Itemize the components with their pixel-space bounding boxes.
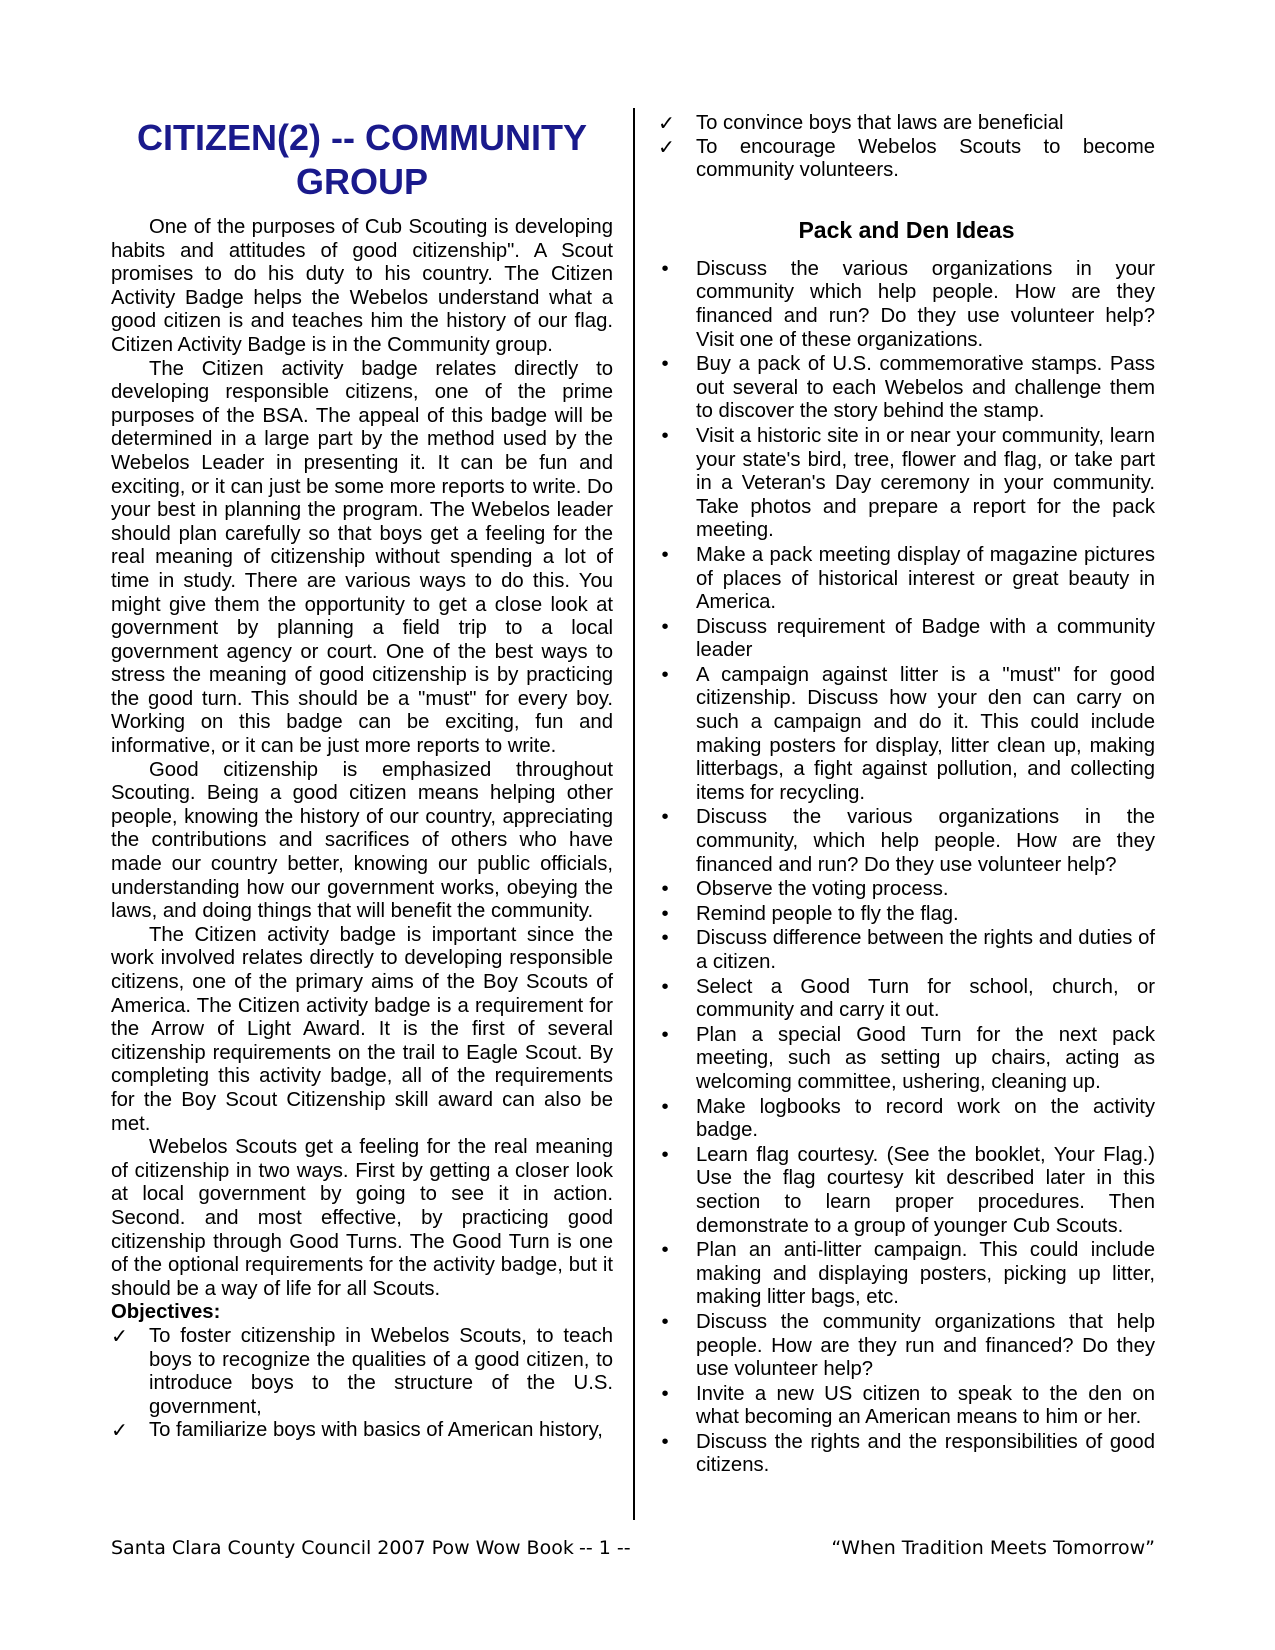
bullet-icon: •: [661, 1023, 669, 1046]
idea-text: Discuss difference between the rights and duties of a citizen.: [696, 927, 1155, 973]
idea-item: [658, 1239, 1155, 1310]
idea-text: Plan an anti-litter campaign. This could include making and displaying posters, picking up litter, making litter bags, etc.: [696, 1239, 1155, 1309]
objective-item: [111, 1419, 613, 1443]
objectives-list: [111, 1325, 613, 1443]
check-icon: ✓: [658, 111, 675, 135]
check-icon: ✓: [111, 1418, 128, 1443]
objective-text: To convince boys that laws are beneficial: [696, 112, 1064, 134]
page-title: CITIZEN(2) -- COMMUNITY GROUP: [137, 117, 587, 202]
idea-item: [658, 258, 1155, 352]
ideas-list: [658, 258, 1155, 1478]
bullet-icon: •: [661, 927, 669, 950]
idea-item: [658, 976, 1155, 1023]
bullet-icon: •: [661, 1095, 669, 1118]
objective-text: To encourage Webelos Scouts to become community volunteers.: [696, 135, 1155, 182]
objective-text: To familiarize boys with basics of American history,: [149, 1419, 603, 1442]
bullet-icon: •: [661, 975, 669, 998]
bullet-icon: •: [661, 663, 669, 686]
paragraph: Webelos Scouts get a feeling for the real meaning of citizenship in two ways. First by getting a closer look at local government by going to see it in action. Second. and most effective, by practicing good citizenship through Good Turns. The Good Turn is one of the optional requirements for the activity badge, but it should be a way of life for all Scouts.: [111, 1136, 613, 1300]
idea-item: [658, 1431, 1155, 1478]
bullet-icon: •: [661, 1143, 669, 1166]
idea-text: Discuss the community organizations that help people. How are they run and financed? Do they use volunteer help?: [696, 1310, 1155, 1381]
bullet-icon: •: [661, 1239, 669, 1262]
bullet-icon: •: [661, 353, 669, 376]
idea-item: [658, 1024, 1155, 1095]
idea-text: Plan a special Good Turn for the next pack meeting, such as setting up chairs, acting as welcoming committee, ushering, cleaning up.: [696, 1023, 1155, 1093]
bullet-icon: •: [661, 878, 669, 901]
bullet-icon: •: [661, 543, 669, 566]
idea-item: [658, 1144, 1155, 1238]
idea-item: [658, 1096, 1155, 1143]
idea-text: Observe the voting process.: [696, 878, 949, 901]
footer-source: Santa Clara County Council 2007 Pow Wow Book: [111, 1537, 574, 1559]
objectives-heading: Objectives:: [111, 1301, 221, 1324]
idea-item: [658, 1311, 1155, 1382]
idea-text: Buy a pack of U.S. commemorative stamps. Pass out several to each Webelos and challenge them to discover the story behind the stamp.: [696, 353, 1155, 423]
idea-text: A campaign against litter is a "must" for good citizenship. Discuss how your den can carry on such a campaign and do it. This could include making posters for display, litter clean up, making litterbags, a fight against pollution, and collecting items for recycling.: [696, 663, 1155, 804]
idea-text: Discuss requirement of Badge with a community leader: [696, 615, 1155, 662]
objective-item: [658, 112, 1155, 136]
idea-text: Make logbooks to record work on the activity badge.: [696, 1095, 1155, 1142]
bullet-icon: •: [661, 1382, 669, 1405]
idea-item: [658, 425, 1155, 543]
pack-den-ideas-heading: Pack and Den Ideas: [798, 216, 1015, 243]
page-number: -- 1 --: [579, 1537, 631, 1559]
right-column: [658, 112, 1155, 1479]
idea-item: [658, 1383, 1155, 1430]
bullet-icon: •: [661, 257, 669, 280]
idea-item: [658, 664, 1155, 806]
paragraph: The Citizen activity badge is important since the work involved relates directly to developing responsible citizens, one of the primary aims of the Boy Scouts of America. The Citizen activity badge is a requirement for the Arrow of Light Award. It is the first of several citizenship requirements on the trail to Eagle Scout. By completing this activity badge, all of the requirements for the Boy Scout Citizenship skill award can also be met.: [111, 923, 613, 1135]
idea-item: [658, 806, 1155, 877]
idea-text: Remind people to fly the flag.: [696, 902, 959, 925]
paragraph: One of the purposes of Cub Scouting is developing habits and attitudes of good citizenship". A Scout promises to do his duty to his country. The Citizen Activity Badge helps the Webelos understand what a good citizen is and teaches him the history of our flag. Citizen Activity Badge is in the Community group.: [111, 216, 613, 356]
idea-item: [658, 878, 1155, 902]
column-divider: [633, 108, 635, 1520]
bullet-icon: •: [661, 615, 669, 638]
idea-text: Discuss the various organizations in your community which help people. How are they financed and run? Do they use volunteer help? Visit one of these organizations.: [696, 257, 1155, 351]
paragraph: Good citizenship is emphasized throughout Scouting. Being a good citizen means helping other people, knowing the history of our country, appreciating the contributions and sacrifices of others who have made our country better, knowing our public officials, understanding how our government works, obeying the laws, and doing things that will benefit the community.: [111, 758, 613, 923]
objective-text: To foster citizenship in Webelos Scouts, to teach boys to recognize the qualities of a good citizen, to introduce boys to the structure of the U.S. government,: [149, 1324, 613, 1418]
page-footer: [111, 1533, 1155, 1563]
idea-text: Discuss the rights and the responsibilities of good citizens.: [696, 1430, 1155, 1477]
bullet-icon: •: [661, 1310, 669, 1333]
footer-tagline: “When Tradition Meets Tomorrow”: [831, 1537, 1155, 1559]
bullet-icon: •: [661, 902, 669, 925]
idea-text: Visit a historic site in or near your community, learn your state's bird, tree, flower and flag, or take part in a Veteran's Day ceremony in your community. Take photos and prepare a report for the pack meeting.: [696, 424, 1155, 542]
check-icon: ✓: [658, 134, 675, 159]
objectives-list-continued: [658, 112, 1155, 183]
objective-item: [111, 1325, 613, 1419]
idea-item: [658, 616, 1155, 663]
idea-text: Learn flag courtesy. (See the booklet, Your Flag.) Use the flag courtesy kit described later in this section to learn proper procedures. Then demonstrate to a group of younger Cub Scouts.: [696, 1143, 1155, 1237]
check-icon: ✓: [111, 1323, 128, 1348]
idea-text: Discuss the various organizations in the community, which help people. How are they financed and run? Do they use volunteer help?: [696, 806, 1155, 876]
idea-item: [658, 903, 1155, 927]
idea-item: [658, 544, 1155, 615]
idea-item: [658, 927, 1155, 974]
idea-text: Make a pack meeting display of magazine pictures of places of historical interest or great beauty in America.: [696, 543, 1155, 614]
left-column: [111, 112, 613, 1443]
paragraph: The Citizen activity badge relates directly to developing responsible citizens, one of the prime purposes of the BSA. The appeal of this badge will be determined in a large part by the method used by the Webelos Leader in presenting it. It can be fun and exciting, or it can just be some more reports to write. Do your best in planning the program. The Webelos leader should plan carefully so that boys get a feeling for the real meaning of citizenship without spending a lot of time in study. There are various ways to do this. You might give them the opportunity to get a close look at government by planning a field trip to a local government agency or court. One of the best ways to stress the meaning of good citizenship is by practicing the good turn. This should be a "must" for every boy. Working on this badge can be exciting, fun and informative, or it can be just more reports to write.: [111, 357, 613, 758]
bullet-icon: •: [661, 1430, 669, 1453]
bullet-icon: •: [661, 806, 669, 829]
idea-text: Select a Good Turn for school, church, or community and carry it out.: [696, 975, 1155, 1022]
objective-item: [658, 136, 1155, 183]
bullet-icon: •: [661, 424, 669, 447]
idea-item: [658, 353, 1155, 424]
idea-text: Invite a new US citizen to speak to the den on what becoming an American means to him or her.: [696, 1382, 1155, 1429]
